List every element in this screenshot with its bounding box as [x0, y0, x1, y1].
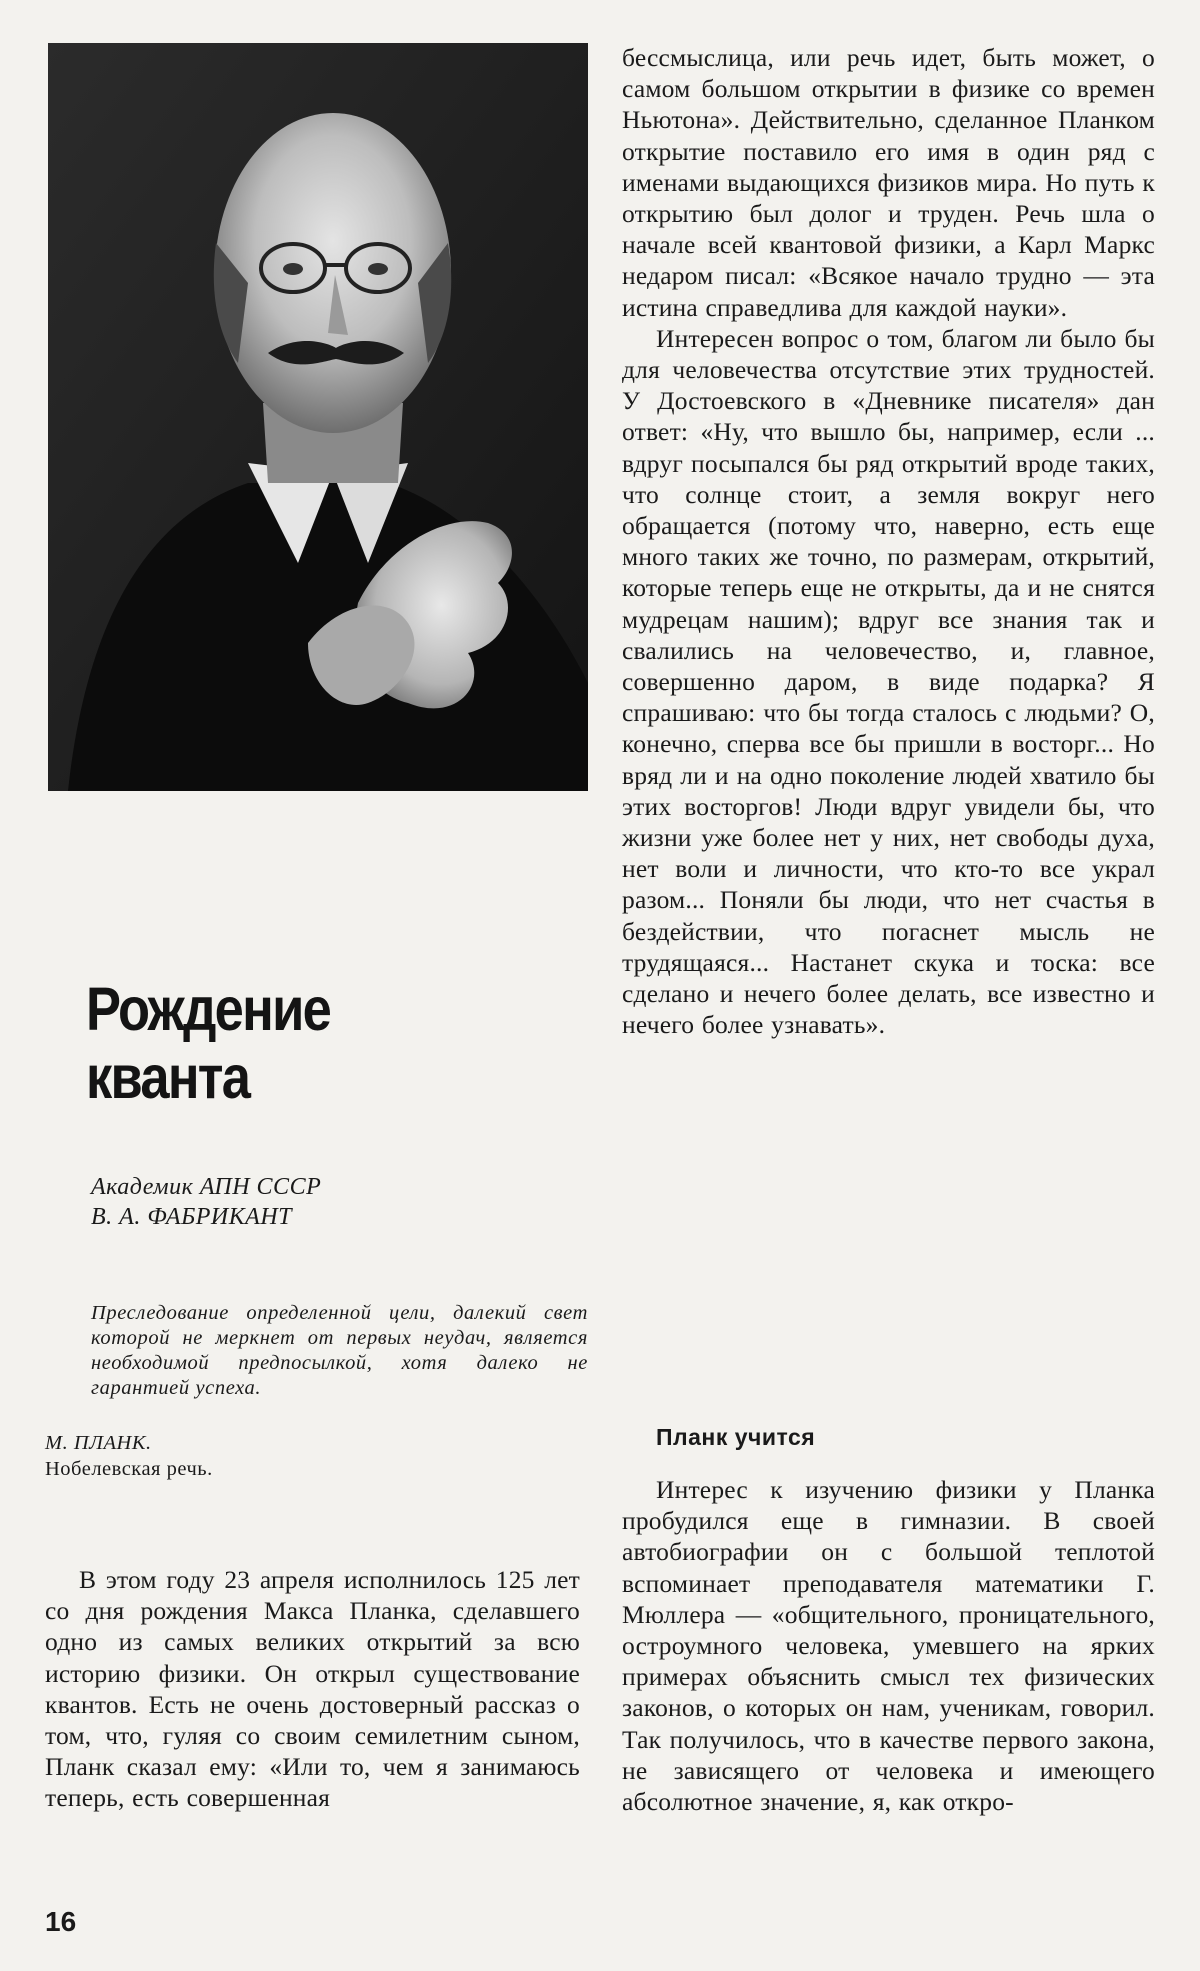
- epigraph-attribution: [45, 1430, 345, 1482]
- byline: [91, 1172, 491, 1232]
- epigraph-author: М. ПЛАНК.: [45, 1432, 152, 1454]
- right-column-text: [622, 42, 1155, 1041]
- paragraph: В этом году 23 апреля исполнилось 125 лет со дня рождения Макса Планка, сделавшего одно из самых великих открытий за всю историю физики. Он открыл существование квантов. Есть не очень достоверный рассказ о том, что, гуляя со своим семилетним сыном, Планк сказал ему: «Или то, чем я занимаюсь теперь, есть совершенная: [45, 1565, 580, 1813]
- page-number: 16: [45, 1906, 77, 1937]
- portrait-photo: [48, 43, 588, 791]
- paragraph: бессмыслица, или речь идет, быть может, о самом большом открытии в физике со времен Ньютона». Действительно, сделанное Планком открытие поставило его имя в один ряд с именами выдающихся физиков мира. Но путь к открытию был долог и труден. Речь шла о начале всей квантовой физики, а Карл Маркс недаром писал: «Всякое начало трудно — эта истина справедлива для каждой науки».: [622, 43, 1155, 322]
- epigraph-source: Нобелевская речь.: [45, 1458, 213, 1480]
- right-column-text-lower: [622, 1474, 1155, 1817]
- section-heading: Планк учится: [656, 1424, 816, 1450]
- paragraph: Интерес к изучению физики у Планка пробудился еще в гимназии. В своей автобиографии он с большой теплотой вспоминает преподавателя математики Г. Мюллера — «общительного, проницательного, остроумного человека, умевшего на ярких примерах объяснить смысл тех физических законов, о которых он нам, ученикам, говорил. Так получилось, что в качестве первого закона, не зависящего от человека и имеющего абсолютное значение, я, как откро-: [622, 1475, 1155, 1817]
- author-name: В. А. ФАБРИКАНТ: [91, 1204, 293, 1230]
- title-line-1: Рождение: [86, 975, 331, 1043]
- left-column-text: [45, 1564, 580, 1814]
- portrait-illustration: [48, 43, 588, 791]
- paragraph: Интересен вопрос о том, благом ли было бы для человечества отсутствие этих трудностей. У Достоевского в «Дневнике писателя» дан ответ: «Ну, что вышло бы, например, если ... вдруг посыпался бы ряд открытий вроде таких, что солнце стоит, а земля вокруг него обращается (потому что, наверно, есть еще много таких же точно, по размерам, открытий, которые теперь еще не открыты, да и не снятся мудрецам нашим); вдруг все знания так и свалились на человечество, и, главное, совершенно даром, в виде подарка? Я спрашиваю: что бы тогда сталось с людьми? О, конечно, сперва все бы пришли в восторг... Но вряд ли и на одно поколение людей хватило бы этих восторгов! Люди вдруг увидели бы, что жизни уже более нет у них, нет свободы духа, нет воли и личности, что кто-то все украл разом... Поняли бы люди, что нет счастья в бездействии, что погаснет мысль не трудящаяся... Настанет скука и тоска: все сделано и нечего более делать, все известно и нечего более узнавать».: [622, 323, 1155, 1040]
- epigraph: Преследование определенной цели, далекий свет которой не меркнет от первых неудач, является необходимой предпосылкой, хотя далеко не гарантией успеха.: [91, 1302, 588, 1399]
- article-title: [86, 975, 464, 1111]
- author-title: Академик АПН СССР: [91, 1174, 322, 1200]
- title-line-2: кванта: [86, 1043, 250, 1111]
